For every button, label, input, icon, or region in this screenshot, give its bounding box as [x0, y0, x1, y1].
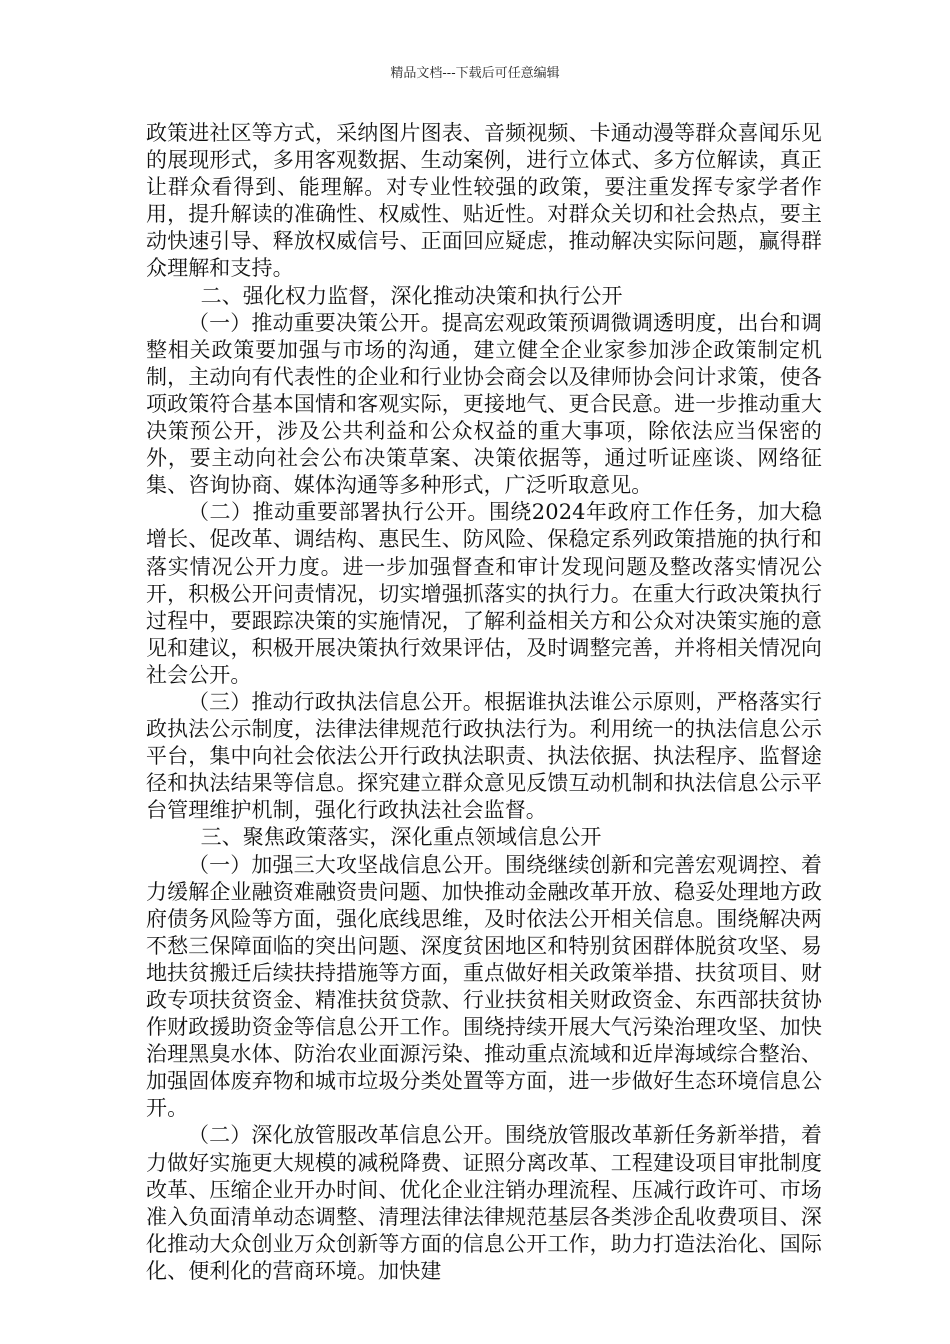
paragraph-execution-disclosure: （二）推动重要部署执行公开。围绕2024年政府工作任务，加大稳增长、促改革、调结构、惠民生、防风险、保稳定系列政策措施的执行和落实情况公开力度。进一步加强督查和审计发现问题及整改落实情况公开，积极公开问责情况，切实增强抓落实的执行力。在重大行政决策执行过程中，要跟踪决策的实施情况，了解利益相关方和公众对决策实施的意见和建议，积极开展决策执行效果评估，及时调整完善，并将相关情况向社会公开。 [146, 500, 822, 687]
document-body [146, 120, 822, 1285]
section-heading-2: 二、强化权力监督，深化推动决策和执行公开 [200, 283, 623, 308]
paragraph-reform-disclosure: （二）深化放管服改革信息公开。围绕放管服改革新任务新举措，着力做好实施更大规模的减税降费、证照分离改革、工程建设项目审批制度改革、压缩企业开办时间、优化企业注销办理流程、压减行政许可、市场准入负面清单动态调整、清理法律法律规范基层各类涉企乱收费项目、深化推动大众创业万众创新等方面的信息公开工作，助力打造法治化、国际化、便利化的营商环境。加快建 [146, 1123, 822, 1283]
paragraph-decision-disclosure: （一）推动重要决策公开。提高宏观政策预调微调透明度，出台和调整相关政策要加强与市场的沟通，建立健全企业家参加涉企政策制定机制，主动向有代表性的企业和行业协会商会以及律师协会问计求策，使各项政策符合基本国情和客观实际，更接地气、更合民意。进一步推动重大决策预公开，涉及公共利益和公众权益的重大事项，除依法应当保密的外，要主动向社会公布决策草案、决策依据等，通过听证座谈、网络征集、咨询协商、媒体沟通等多种形式，广泛听取意见。 [146, 310, 822, 498]
page-header: 精品文档---下载后可任意编辑 [390, 66, 560, 81]
paragraph-enforcement-disclosure: （三）推动行政执法信息公开。根据谁执法谁公示原则，严格落实行政执法公示制度，法律法律规范行政执法行为。利用统一的执法信息公示平台，集中向社会依法公开行政执法职责、执法依据、执法程序、监督途径和执法结果等信息。探究建立群众意见反馈互动机制和执法信息公示平台管理维护机制，强化行政执法社会监督。 [146, 689, 822, 823]
paragraph-three-battles: （一）加强三大攻坚战信息公开。围绕继续创新和完善宏观调控、着力缓解企业融资难融资贵问题、加快推动金融改革开放、稳妥处理地方政府债务风险等方面，强化底线思维，及时依法公开相关信息。围绕解决两不愁三保障面临的突出问题、深度贫困地区和特别贫困群体脱贫攻坚、易地扶贫搬迁后续扶持措施等方面，重点做好相关政策举措、扶贫项目、财政专项扶贫资金、精准扶贫贷款、行业扶贫相关财政资金、东西部扶贫协作财政援助资金等信息公开工作。围绕持续开展大气污染治理攻坚、加快治理黑臭水体、防治农业面源污染、推动重点流域和近岸海域综合整治、加强固体废弃物和城市垃圾分类处置等方面，进一步做好生态环境信息公开。 [146, 852, 822, 1121]
section-heading-3: 三、聚焦政策落实，深化重点领域信息公开 [200, 825, 602, 850]
paragraph-continuation: 政策进社区等方式，采纳图片图表、音频视频、卡通动漫等群众喜闻乐见的展现形式，多用客观数据、生动案例，进行立体式、多方位解读，真正让群众看得到、能理解。对专业性较强的政策，要注重发挥专家学者作用，提升解读的准确性、权威性、贴近性。对群众关切和社会热点，要主动快速引导、释放权威信号、正面回应疑虑，推动解决实际问题，赢得群众理解和支持。 [146, 121, 822, 281]
